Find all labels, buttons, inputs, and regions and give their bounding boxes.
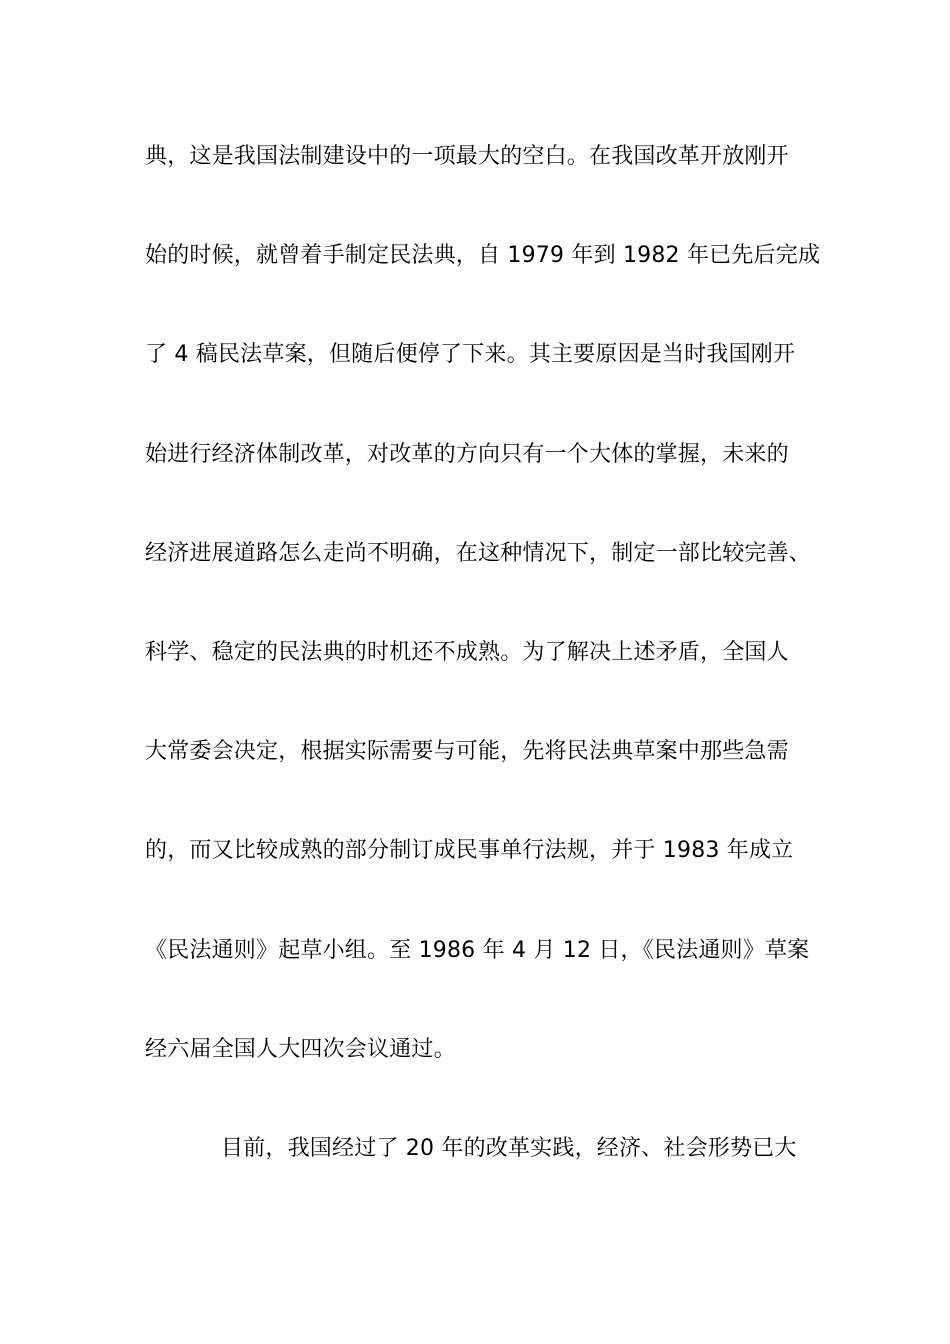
text-line: 《民法通则》起草小组。至 1986 年 4 月 12 日，《民法通则》草案: [145, 937, 810, 963]
text-line: 典，这是我国法制建设中的一项最大的空白。在我国改革开放刚开: [145, 144, 789, 169]
text-line: 始进行经济体制改革，对改革的方向只有一个大体的掌握，未来的: [145, 441, 789, 467]
text-line: 经济进展道路怎么走尚不明确，在这种情况下，制定一部比较完善、: [145, 540, 812, 566]
paragraph-start-line: 目前，我国经过了 20 年的改革实践，经济、社会形势已大: [221, 1135, 797, 1161]
text-line: 了 4 稿民法草案，但随后便停了下来。其主要原因是当时我国刚开: [145, 342, 796, 368]
text-line: 的，而又比较成熟的部分制订成民事单行法规，并于 1983 年成立: [145, 838, 794, 864]
text-line: 始的时候，就曾着手制定民法典，自 1979 年到 1982 年已先后完成: [145, 243, 821, 269]
text-line: 科学、稳定的民法典的时机还不成熟。为了解决上述矛盾，全国人: [145, 639, 789, 665]
text-line: 经六届全国人大四次会议通过。: [145, 1036, 456, 1062]
text-line: 大常委会决定，根据实际需要与可能，先将民法典草案中那些急需: [145, 739, 789, 765]
body-text: [145, 136, 821, 1227]
